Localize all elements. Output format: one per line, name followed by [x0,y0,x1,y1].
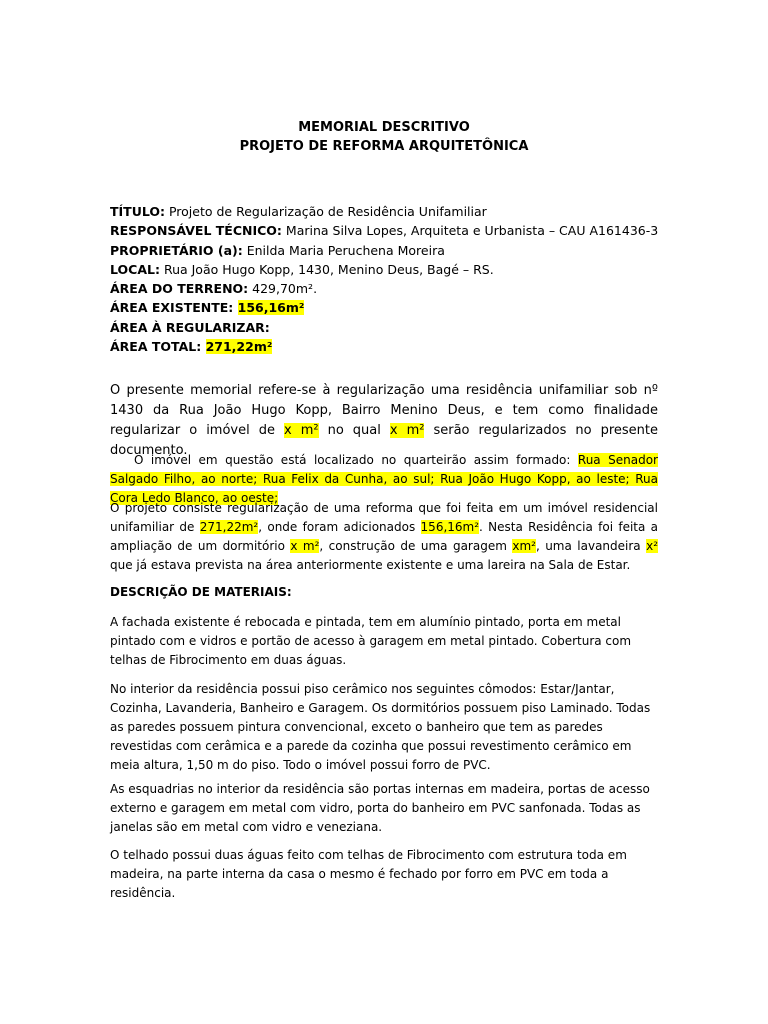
field-area-total: ÁREA TOTAL: 271,22m² [110,339,273,355]
paragraph-location: O imóvel em questão está localizado no quarteirão assim formado: Rua Senador Salgado Filho, ao norte; Rua Felix da Cunha, ao sul; Rua João Hugo Kopp, ao leste; Rua Cora Ledo Blanco, ao oeste; [110,453,658,505]
paragraph-project: O projeto consiste regularização de uma reforma que foi feita em um imóvel residencial unifamiliar de 271,22m², onde foram adicionados 156,16m². Nesta Residência foi feita a ampliação de um dormitório x m², construção de uma garagem xm², uma lavandeira x² que já estava prevista na área anteriormente existente e uma lareira na Sala de Estar. [110,501,659,572]
paragraph-fachada: A fachada existente é rebocada e pintada, tem em alumínio pintado, porta em metal pintado com e vidros e portão de acesso à garagem em metal pintado. Cobertura com telhas de Fibrocimento em duas águas. [110,615,632,667]
document-subtitle: PROJETO DE REFORMA ARQUITETÔNICA [239,139,529,154]
field-responsavel: RESPONSÁVEL TÉCNICO: Marina Silva Lopes, Arquiteta e Urbanista – CAU A161436-3 [110,223,659,239]
document-title: MEMORIAL DESCRITIVO [298,120,470,135]
paragraph-intro: O presente memorial refere-se à regularização uma residência unifamiliar sob nº 1430 da Rua João Hugo Kopp, Bairro Menino Deus, e tem como finalidade regularizar o imóvel de x m² no qual x m² serão regularizados no presente documento. [110,383,658,458]
field-area-regularizar: ÁREA À REGULARIZAR: [110,319,270,335]
project-info [110,202,670,356]
field-area-terreno: ÁREA DO TERRENO: 429,70m². [110,281,318,297]
field-area-existente: ÁREA EXISTENTE: 156,16m² [110,300,305,316]
materiais-heading: DESCRIÇÃO DE MATERIAIS: [110,585,292,599]
paragraph-esquadrias: As esquadrias no interior da residência são portas internas em madeira, portas de acesso externo e garagem em metal com vidro, porta do banheiro em PVC sanfonada. Todas as janelas são em metal com vidro e veneziana. [110,782,650,834]
field-titulo: TÍTULO: Projeto de Regularização de Residência Unifamiliar [110,204,487,219]
paragraph-interior: No interior da residência possui piso cerâmico nos seguintes cômodos: Estar/Jantar, Cozinha, Lavanderia, Banheiro e Garagem. Os dormitórios possuem piso Laminado. Todas as paredes possuem pintura convencional, exceto o banheiro que tem as paredes revestidas com cerâmica e a parede da cozinha que possui revestimento cerâmico em meia altura, 1,50 m do piso. Todo o imóvel possui forro de PVC. [110,682,651,772]
field-proprietario: PROPRIETÁRIO (a): Enilda Maria Peruchena Moreira [110,242,445,258]
field-local: LOCAL: Rua João Hugo Kopp, 1430, Menino Deus, Bagé – RS. [110,261,494,277]
paragraph-telhado: O telhado possui duas águas feito com telhas de Fibrocimento com estrutura toda em madeira, na parte interna da casa o mesmo é fechado por forro em PVC em toda a residência. [110,848,627,900]
